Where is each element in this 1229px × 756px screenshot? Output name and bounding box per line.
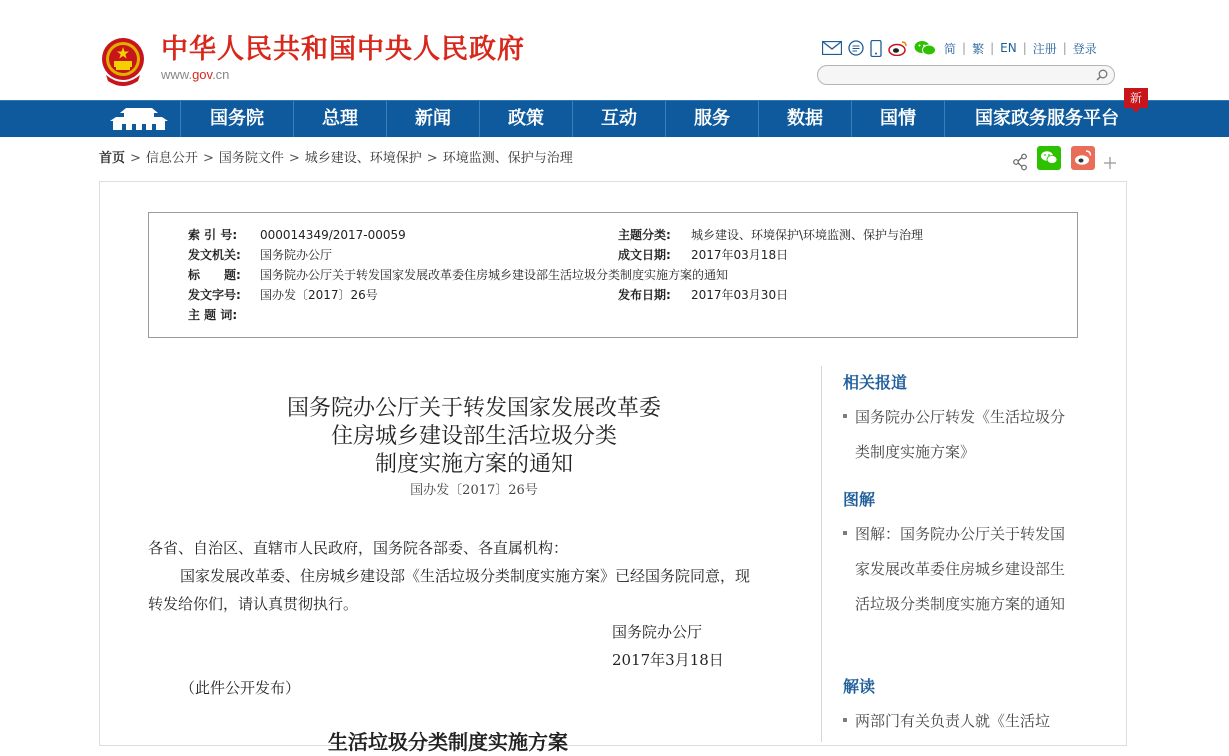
weibo-share-icon[interactable]	[1071, 146, 1095, 170]
breadcrumb-item[interactable]: 城乡建设、环境保护	[304, 151, 422, 166]
separator: |	[990, 41, 995, 55]
national-emblem-icon[interactable]	[100, 37, 146, 87]
nav-item-national-info[interactable]: 国情	[851, 101, 944, 137]
document-title-line: 制度实施方案的通知	[374, 452, 573, 477]
document-number: 国办发〔2017〕26号	[410, 483, 538, 498]
infographic-link[interactable]: 图解：国务院办公厅关于转发国家发展改革委住房城乡建设部生活垃圾分类制度实施方案的通知	[843, 517, 1073, 622]
salutation: 各省、自治区、直辖市人民政府，国务院各部委、各直属机构：	[148, 539, 569, 557]
nav-item-gov-service-platform[interactable]: 国家政务服务平台	[944, 101, 1149, 137]
document-title	[148, 395, 800, 479]
title-label: 标 题:	[188, 268, 241, 282]
title-value: 国务院办公厅关于转发国家发展改革委住房城乡建设部生活垃圾分类制度实施方案的通知	[260, 268, 729, 282]
separator: |	[1062, 41, 1067, 55]
index-value: 000014349/2017-00059	[260, 228, 406, 242]
chevron-right-icon: >	[202, 151, 214, 166]
signer: 国务院办公厅	[612, 623, 703, 641]
nav-item-news[interactable]: 新闻	[386, 101, 479, 137]
site-title[interactable]: 中华人民共和国中央人民政府	[161, 34, 525, 65]
nav-home[interactable]	[97, 101, 180, 137]
message-icon[interactable]	[848, 40, 864, 56]
topic-value: 城乡建设、环境保护\环境监测、保护与治理	[691, 228, 924, 242]
breadcrumb-item[interactable]: 信息公开	[145, 151, 198, 166]
nav-item-state-council[interactable]: 国务院	[180, 101, 293, 137]
interpretation-heading[interactable]: 解读	[843, 677, 876, 696]
url-suffix: .cn	[212, 67, 230, 82]
wechat-share-icon[interactable]	[1037, 146, 1061, 170]
related-reports-heading[interactable]: 相关报道	[843, 373, 908, 392]
issuer-label: 发文机关:	[188, 248, 241, 262]
body-paragraph-line: 国家发展改革委、住房城乡建设部《生活垃圾分类制度实施方案》已经国务院同意，现	[180, 567, 751, 585]
header-toolbar	[822, 38, 1099, 58]
login-link[interactable]: 登录	[1072, 41, 1097, 56]
pubdate-value: 2017年03月30日	[691, 288, 789, 302]
site-header	[0, 0, 1229, 100]
new-badge: 新	[1124, 88, 1148, 108]
url-gov: gov	[192, 67, 213, 82]
tiananmen-home-icon[interactable]	[108, 106, 170, 132]
breadcrumb	[99, 151, 573, 167]
mail-icon[interactable]	[822, 41, 842, 55]
english-link[interactable]: EN	[1000, 41, 1017, 55]
infographic-heading[interactable]: 图解	[843, 490, 876, 509]
weibo-icon[interactable]	[888, 40, 908, 56]
pubdate-label: 发布日期:	[618, 288, 671, 302]
search-icon[interactable]	[1096, 69, 1108, 81]
document-title-line: 国务院办公厅关于转发国家发展改革委	[286, 396, 661, 421]
topic-label: 主题分类:	[618, 228, 671, 242]
index-label: 索 引 号:	[188, 228, 238, 242]
breadcrumb-item[interactable]: 国务院文件	[218, 151, 284, 166]
search-input[interactable]	[817, 65, 1115, 85]
site-url	[161, 67, 229, 83]
url-prefix: www.	[161, 67, 193, 82]
share-icon[interactable]	[1012, 150, 1028, 174]
issuer-value: 国务院办公厅	[260, 248, 333, 262]
breadcrumb-item[interactable]: 环境监测、保护与治理	[442, 151, 573, 166]
nav-item-service[interactable]: 服务	[665, 101, 758, 137]
nav-item-data[interactable]: 数据	[758, 101, 851, 137]
keywords-label: 主 题 词:	[188, 308, 238, 322]
nav-item-interaction[interactable]: 互动	[572, 101, 665, 137]
simplified-link[interactable]: 简	[944, 41, 957, 56]
mobile-icon[interactable]	[870, 40, 882, 57]
chevron-right-icon: >	[288, 151, 300, 166]
body-paragraph-line: 转发给你们，请认真贯彻执行。	[148, 595, 359, 613]
traditional-link[interactable]: 繁	[972, 41, 985, 56]
nav-item-premier[interactable]: 总理	[293, 101, 386, 137]
document-title-line: 住房城乡建设部生活垃圾分类	[330, 424, 617, 449]
nav-item-policy[interactable]: 政策	[479, 101, 572, 137]
main-nav	[0, 100, 1229, 137]
section-heading: 生活垃圾分类制度实施方案	[328, 730, 568, 754]
breadcrumb-home[interactable]: 首页	[99, 151, 126, 166]
date-value: 2017年03月18日	[691, 248, 789, 262]
document-metadata	[148, 212, 1078, 338]
plus-icon[interactable]	[1103, 151, 1117, 175]
chevron-right-icon: >	[130, 151, 141, 166]
sign-date: 2017年3月18日	[612, 651, 724, 669]
register-link[interactable]: 注册	[1032, 41, 1057, 56]
separator: |	[962, 41, 967, 55]
wechat-icon[interactable]	[914, 40, 936, 56]
docno-label: 发文字号:	[188, 288, 241, 302]
date-label: 成文日期:	[618, 248, 671, 262]
sidebar-divider	[821, 366, 822, 742]
public-note: （此件公开发布）	[180, 679, 301, 697]
chevron-right-icon: >	[426, 151, 438, 166]
docno-value: 国办发〔2017〕26号	[260, 288, 378, 302]
interpretation-link[interactable]: 两部门有关负责人就《生活垃	[843, 704, 1073, 739]
related-report-link[interactable]: 国务院办公厅转发《生活垃圾分类制度实施方案》	[843, 400, 1073, 470]
separator: |	[1022, 41, 1027, 55]
